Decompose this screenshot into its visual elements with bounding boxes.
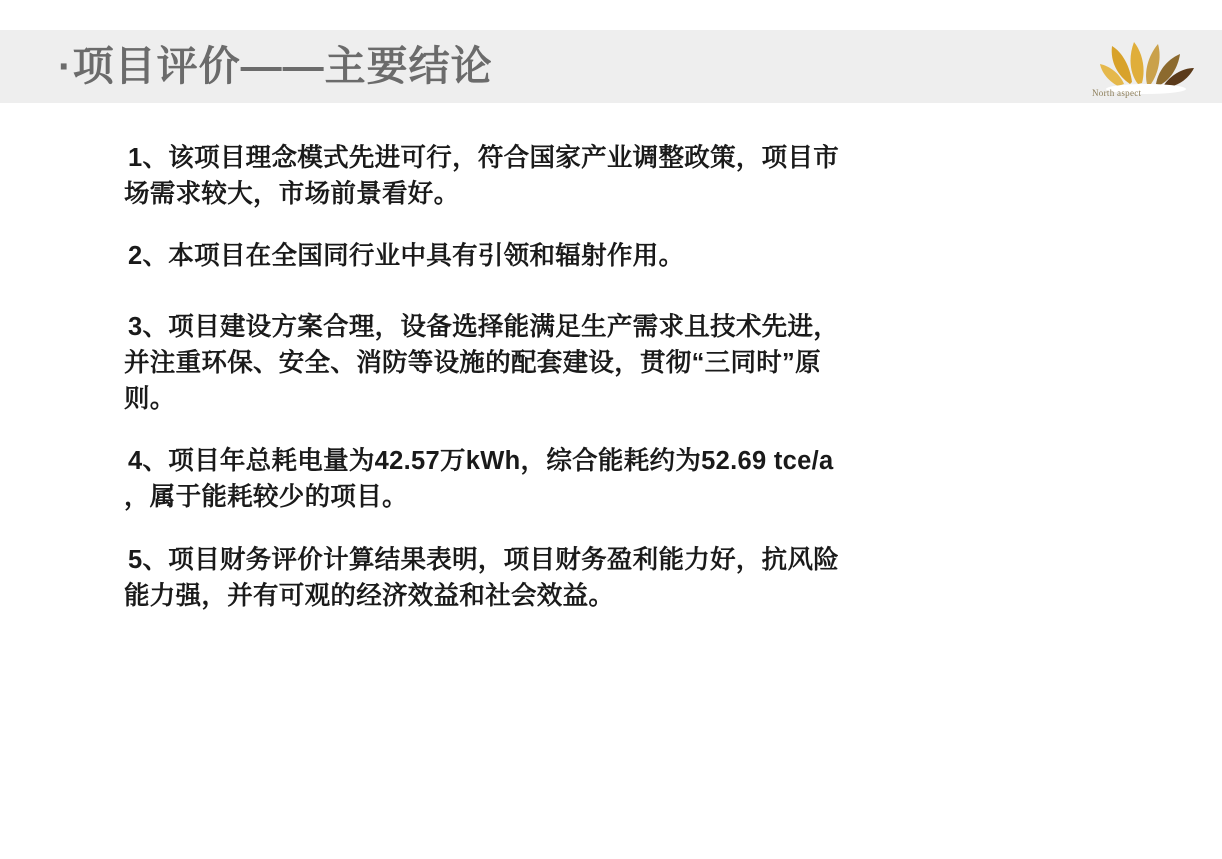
- conclusion-item-3-line-2: 并注重环保、安全、消防等设施的配套建设，贯彻“三同时”原: [124, 348, 821, 377]
- page-title: ·项目评价——主要结论: [58, 43, 493, 89]
- conclusion-item-4: [124, 443, 1068, 515]
- conclusion-item-3-line-1: 3、项目建设方案合理，设备选择能满足生产需求且技术先进，: [128, 312, 840, 341]
- conclusion-list: [124, 140, 1068, 640]
- conclusion-item-5: [124, 542, 1068, 614]
- conclusion-item-1: [124, 140, 1068, 212]
- conclusion-item-5-line-2: 能力强，并有可观的经济效益和社会效益。: [124, 581, 615, 610]
- conclusion-item-2-line-1: 2、本项目在全国同行业中具有引领和辐射作用。: [128, 242, 685, 271]
- conclusion-item-1-line-1: 1、该项目理念模式先进可行，符合国家产业调整政策，项目市: [128, 144, 840, 172]
- conclusion-item-3-line-3: 则。: [124, 385, 176, 414]
- conclusion-item-4-line-2: ，属于能耗较少的项目。: [124, 483, 408, 512]
- conclusion-item-4-line-1: 4、项目年总耗电量为42.57万kWh，综合能耗约为52.69 tce/a: [128, 447, 834, 476]
- logo-wordmark: North aspect: [1092, 88, 1142, 98]
- north-aspect-logo: [1086, 32, 1204, 100]
- conclusion-item-2: [128, 238, 1068, 274]
- conclusion-item-5-line-1: 5、项目财务评价计算结果表明，项目财务盈利能力好，抗风险: [128, 545, 840, 574]
- conclusion-item-1-line-2: 场需求较大，市场前景看好。: [124, 180, 460, 209]
- conclusion-item-3: [124, 309, 1068, 418]
- slide-header-bar: [0, 30, 1222, 103]
